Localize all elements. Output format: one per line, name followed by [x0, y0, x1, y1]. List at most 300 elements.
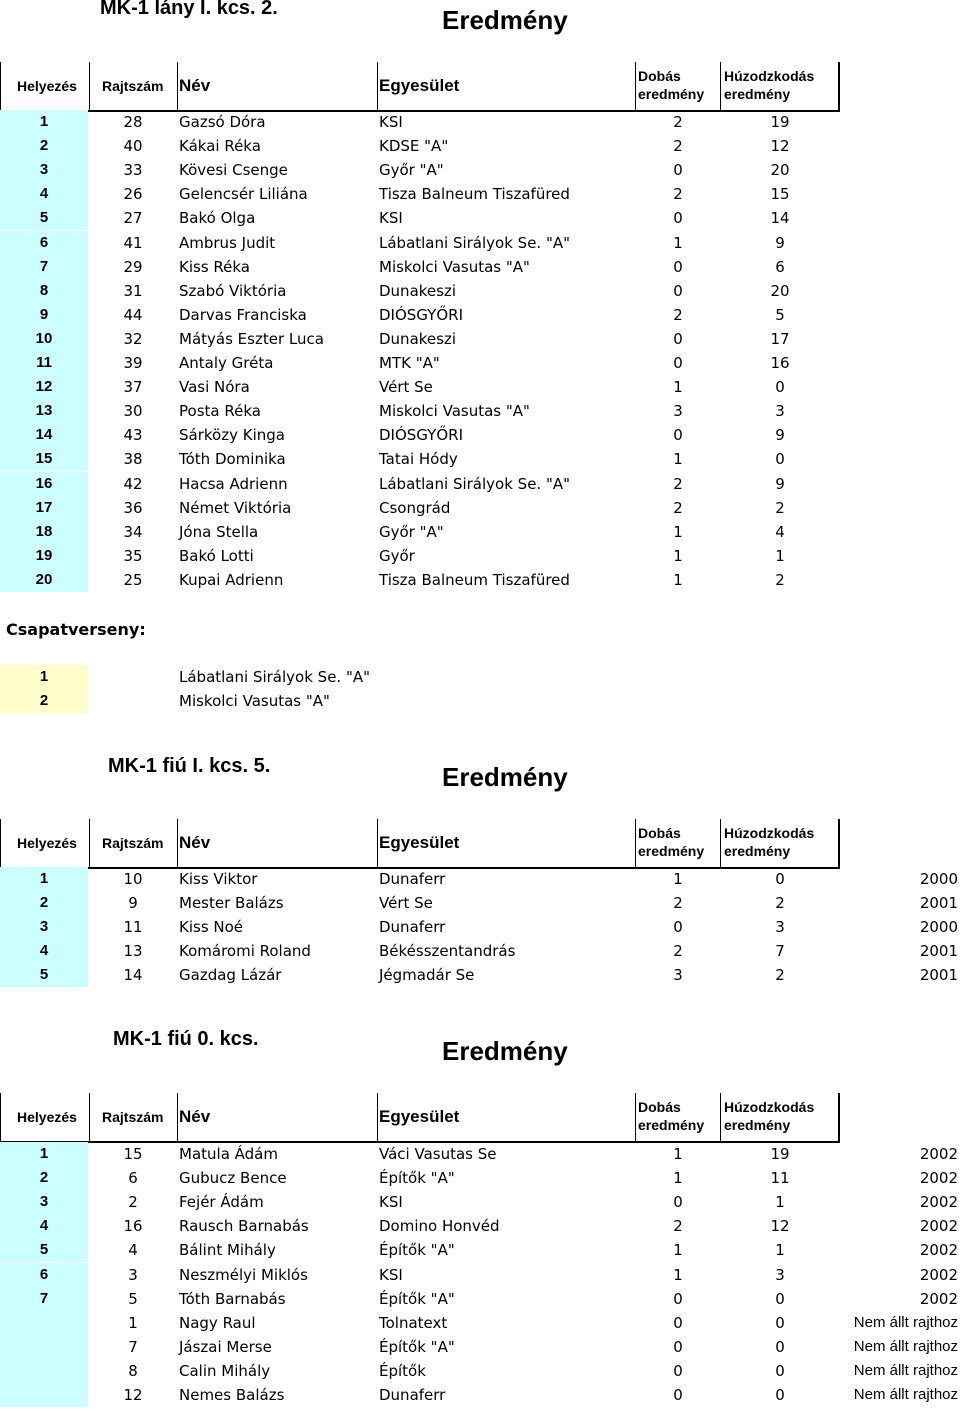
header-helyezes: Helyezés	[17, 835, 77, 851]
header-helyezes: Helyezés	[17, 78, 77, 94]
pullup-result-cell: 16	[770, 354, 790, 372]
section-title: MK-1 lány I. kcs. 2.	[100, 0, 278, 19]
throw-result-cell: 0	[673, 1289, 683, 1308]
header-nev: Név	[179, 76, 211, 95]
year-cell: 2000	[919, 918, 958, 937]
placement-cell: 2	[0, 891, 88, 915]
bib-number-cell: 16	[123, 1217, 143, 1236]
placement-cell: 5	[0, 206, 88, 230]
bib-number-cell: 40	[123, 137, 143, 156]
pullup-result-cell: 20	[770, 281, 790, 300]
placement-cell: 4	[0, 1214, 88, 1238]
team-row	[0, 665, 960, 689]
name-cell: Nagy Raul	[179, 1313, 256, 1332]
placement-cell: 13	[0, 399, 88, 423]
name-cell: Antaly Gréta	[179, 354, 274, 372]
bib-number-cell: 34	[123, 522, 143, 541]
bib-number-cell: 13	[123, 942, 143, 961]
throw-result-cell: 1	[673, 1241, 683, 1260]
placement-cell: 18	[0, 520, 88, 544]
club-cell: Tisza Balneum Tiszafüred	[379, 185, 570, 204]
placement-cell	[0, 1383, 88, 1407]
table-header	[0, 1093, 840, 1143]
header-helyezes: Helyezés	[17, 1109, 77, 1125]
name-cell: Rausch Barnabás	[179, 1217, 309, 1236]
placement-cell: 1	[0, 867, 88, 891]
name-cell: Hacsa Adrienn	[179, 474, 288, 493]
throw-result-cell: 2	[673, 113, 683, 131]
placement-cell: 3	[0, 915, 88, 939]
bib-number-cell: 28	[123, 113, 143, 131]
club-cell: Dunakeszi	[379, 329, 456, 348]
table-row	[0, 1263, 960, 1287]
year-cell: 2002	[919, 1265, 958, 1284]
table-row	[0, 1383, 960, 1407]
name-cell: Sárközy Kinga	[179, 426, 285, 445]
eredmeny-heading: Eredmény	[442, 1036, 568, 1066]
club-cell: DIÓSGYŐRI	[379, 426, 463, 445]
name-cell: Calin Mihály	[179, 1361, 271, 1380]
pullup-result-cell: 12	[770, 137, 790, 156]
name-cell: Jóna Stella	[179, 522, 259, 541]
year-cell: Nem állt rajthoz	[853, 1361, 958, 1379]
placement-cell	[0, 1311, 88, 1335]
year-cell: 2002	[919, 1241, 958, 1260]
header-huzodzkodas: Húzodzkodás eredmény	[724, 1099, 815, 1133]
club-cell: Építők "A"	[379, 1289, 455, 1308]
throw-result-cell: 1	[673, 1265, 683, 1284]
club-cell: Vért Se	[379, 894, 433, 913]
club-cell: Építők "A"	[379, 1169, 455, 1188]
throw-result-cell: 3	[673, 966, 683, 985]
pullup-result-cell: 15	[770, 185, 790, 204]
pullup-result-cell: 0	[775, 1289, 785, 1308]
bib-number-cell: 27	[123, 209, 143, 228]
header-rajtszam: Rajtszám	[102, 835, 164, 851]
name-cell: Gelencsér Liliána	[179, 185, 308, 204]
throw-result-cell: 0	[673, 329, 683, 348]
table-row	[0, 134, 960, 158]
placement-cell: 3	[0, 158, 88, 182]
throw-result-cell: 0	[673, 1386, 683, 1404]
pullup-result-cell: 17	[770, 329, 790, 348]
throw-result-cell: 1	[673, 522, 683, 541]
table-row	[0, 231, 960, 255]
throw-result-cell: 2	[673, 498, 683, 517]
club-cell: Építők "A"	[379, 1337, 455, 1356]
section-title: MK-1 fiú I. kcs. 5.	[108, 755, 271, 777]
name-cell: Bálint Mihály	[179, 1241, 276, 1260]
placement-cell: 6	[0, 231, 88, 255]
placement-cell: 5	[0, 1238, 88, 1262]
bib-number-cell: 12	[123, 1386, 143, 1404]
placement-cell	[0, 1359, 88, 1383]
throw-result-cell: 0	[673, 918, 683, 937]
placement-cell: 1	[0, 1142, 88, 1166]
placement-cell: 9	[0, 303, 88, 327]
table-row	[0, 568, 960, 592]
name-cell: Mátyás Eszter Luca	[179, 329, 324, 348]
eredmeny-heading: Eredmény	[442, 762, 568, 792]
name-cell: Kiss Noé	[179, 918, 244, 937]
placement-cell: 12	[0, 375, 88, 399]
club-cell: KSI	[379, 113, 403, 131]
throw-result-cell: 1	[673, 233, 683, 252]
year-cell: 2002	[919, 1289, 958, 1308]
header-dobas: Dobás eredmény	[638, 68, 705, 102]
table-header	[0, 819, 840, 869]
placement-cell: 3	[0, 1190, 88, 1214]
name-cell: Darvas Franciska	[179, 305, 307, 324]
name-cell: Tóth Barnabás	[179, 1289, 286, 1308]
team-placement-cell: 2	[0, 689, 88, 713]
throw-result-cell: 0	[673, 161, 683, 180]
club-cell: Dunaferr	[379, 1386, 446, 1404]
table-row	[0, 867, 960, 891]
year-cell: 2001	[919, 942, 958, 961]
club-cell: Lábatlani Sirályok Se. "A"	[379, 233, 571, 252]
name-cell: Bakó Olga	[179, 209, 256, 228]
team-club-cell: Miskolci Vasutas "A"	[179, 692, 330, 711]
pullup-result-cell: 0	[775, 1313, 785, 1332]
bib-number-cell: 42	[123, 474, 143, 493]
pullup-result-cell: 6	[775, 257, 785, 276]
bib-number-cell: 31	[123, 281, 143, 300]
bib-number-cell: 2	[128, 1193, 138, 1212]
pullup-result-cell: 3	[775, 1265, 785, 1284]
club-cell: Váci Vasutas Se	[379, 1145, 497, 1163]
throw-result-cell: 1	[673, 546, 683, 565]
table-row	[0, 279, 960, 303]
name-cell: Mester Balázs	[179, 894, 284, 913]
year-cell: Nem állt rajthoz	[853, 1337, 958, 1355]
pullup-result-cell: 11	[770, 1169, 790, 1188]
club-cell: Építők "A"	[379, 1241, 455, 1260]
table-row	[0, 110, 960, 134]
table-row	[0, 1335, 960, 1359]
team-row	[0, 689, 960, 713]
throw-result-cell: 2	[673, 1217, 683, 1236]
team-club-cell: Lábatlani Sirályok Se. "A"	[179, 668, 371, 686]
header-dobas: Dobás eredmény	[638, 825, 705, 859]
year-cell: 2002	[919, 1145, 958, 1163]
club-cell: Miskolci Vasutas "A"	[379, 402, 530, 421]
table-row	[0, 1311, 960, 1335]
name-cell: Jászai Merse	[179, 1337, 272, 1356]
club-cell: Miskolci Vasutas "A"	[379, 257, 530, 276]
header-huzodzkodas: Húzodzkodás eredmény	[724, 68, 815, 102]
placement-cell: 19	[0, 544, 88, 568]
placement-cell: 10	[0, 327, 88, 351]
team-placement-cell: 1	[0, 665, 88, 689]
table-row	[0, 544, 960, 568]
pullup-result-cell: 0	[775, 378, 785, 397]
table-header	[0, 62, 840, 112]
table-row	[0, 182, 960, 206]
placement-cell: 4	[0, 182, 88, 206]
name-cell: Kákai Réka	[179, 137, 261, 156]
year-cell: Nem állt rajthoz	[853, 1313, 958, 1331]
pullup-result-cell: 7	[775, 942, 785, 961]
club-cell: Dunaferr	[379, 870, 446, 888]
placement-cell: 16	[0, 472, 88, 496]
pullup-result-cell: 19	[770, 1145, 790, 1163]
placement-cell: 15	[0, 447, 88, 471]
pullup-result-cell: 9	[775, 474, 785, 493]
table-row	[0, 375, 960, 399]
pullup-result-cell: 2	[775, 498, 785, 517]
throw-result-cell: 2	[673, 474, 683, 493]
throw-result-cell: 1	[673, 1145, 683, 1163]
bib-number-cell: 4	[128, 1241, 138, 1260]
name-cell: Bakó Lotti	[179, 546, 254, 565]
club-cell: Győr "A"	[379, 161, 444, 180]
bib-number-cell: 43	[123, 426, 143, 445]
bib-number-cell: 14	[123, 966, 143, 985]
table-row	[0, 915, 960, 939]
table-row	[0, 399, 960, 423]
name-cell: Gazsó Dóra	[179, 113, 266, 131]
club-cell: Győr "A"	[379, 522, 444, 541]
name-cell: Kövesi Csenge	[179, 161, 288, 180]
throw-result-cell: 2	[673, 942, 683, 961]
header-egyesulet: Egyesület	[379, 76, 460, 95]
placement-cell: 2	[0, 1166, 88, 1190]
header-nev: Név	[179, 833, 211, 852]
club-cell: Lábatlani Sirályok Se. "A"	[379, 474, 571, 493]
bib-number-cell: 8	[128, 1361, 138, 1380]
pullup-result-cell: 3	[775, 918, 785, 937]
table-row	[0, 963, 960, 987]
name-cell: Vasi Nóra	[179, 378, 250, 397]
bib-number-cell: 29	[123, 257, 143, 276]
bib-number-cell: 35	[123, 546, 143, 565]
throw-result-cell: 0	[673, 1193, 683, 1212]
name-cell: Nemes Balázs	[179, 1386, 285, 1404]
placement-cell: 1	[0, 110, 88, 134]
table-row	[0, 447, 960, 471]
placement-cell: 4	[0, 939, 88, 963]
bib-number-cell: 5	[128, 1289, 138, 1308]
table-row	[0, 1142, 960, 1166]
header-egyesulet: Egyesület	[379, 833, 460, 852]
bib-number-cell: 36	[123, 498, 143, 517]
throw-result-cell: 1	[673, 570, 683, 589]
header-huzodzkodas: Húzodzkodás eredmény	[724, 825, 815, 859]
year-cell: 2002	[919, 1169, 958, 1188]
name-cell: Fejér Ádám	[179, 1193, 264, 1212]
bib-number-cell: 10	[123, 870, 143, 888]
name-cell: Ambrus Judit	[179, 233, 276, 252]
pullup-result-cell: 14	[770, 209, 790, 228]
throw-result-cell: 0	[673, 354, 683, 372]
table-row	[0, 1359, 960, 1383]
throw-result-cell: 0	[673, 1313, 683, 1332]
year-cell: 2001	[919, 894, 958, 913]
pullup-result-cell: 0	[775, 1386, 785, 1404]
throw-result-cell: 2	[673, 305, 683, 324]
throw-result-cell: 0	[673, 426, 683, 445]
placement-cell: 5	[0, 963, 88, 987]
bib-number-cell: 33	[123, 161, 143, 180]
throw-result-cell: 2	[673, 894, 683, 913]
bib-number-cell: 32	[123, 329, 143, 348]
bib-number-cell: 6	[128, 1169, 138, 1188]
table-row	[0, 1166, 960, 1190]
throw-result-cell: 2	[673, 137, 683, 156]
club-cell: KSI	[379, 1265, 403, 1284]
bib-number-cell: 9	[128, 894, 138, 913]
table-row	[0, 327, 960, 351]
pullup-result-cell: 3	[775, 402, 785, 421]
throw-result-cell: 1	[673, 378, 683, 397]
throw-result-cell: 2	[673, 185, 683, 204]
placement-cell: 6	[0, 1263, 88, 1287]
pullup-result-cell: 1	[775, 1193, 785, 1212]
eredmeny-heading: Eredmény	[442, 5, 568, 35]
pullup-result-cell: 12	[770, 1217, 790, 1236]
placement-cell: 17	[0, 496, 88, 520]
table-row	[0, 520, 960, 544]
placement-cell: 8	[0, 279, 88, 303]
throw-result-cell: 1	[673, 450, 683, 469]
club-cell: Tatai Hódy	[379, 450, 458, 469]
name-cell: Kupai Adrienn	[179, 570, 284, 589]
header-dobas: Dobás eredmény	[638, 1099, 705, 1133]
throw-result-cell: 0	[673, 257, 683, 276]
throw-result-cell: 3	[673, 402, 683, 421]
placement-cell: 7	[0, 1287, 88, 1311]
table-row	[0, 158, 960, 182]
pullup-result-cell: 0	[775, 1361, 785, 1380]
bib-number-cell: 11	[123, 918, 143, 937]
club-cell: Jégmadár Se	[379, 966, 475, 985]
club-cell: Dunakeszi	[379, 281, 456, 300]
name-cell: Szabó Viktória	[179, 281, 287, 300]
bib-number-cell: 37	[123, 378, 143, 397]
header-rajtszam: Rajtszám	[102, 1109, 164, 1125]
section-title: MK-1 fiú 0. kcs.	[113, 1028, 259, 1050]
header-nev: Név	[179, 1107, 211, 1126]
pullup-result-cell: 20	[770, 161, 790, 180]
pullup-result-cell: 2	[775, 894, 785, 913]
header-rajtszam: Rajtszám	[102, 78, 164, 94]
placement-cell: 14	[0, 423, 88, 447]
name-cell: Komáromi Roland	[179, 942, 311, 961]
bib-number-cell: 39	[123, 354, 143, 372]
pullup-result-cell: 9	[775, 426, 785, 445]
year-cell: 2001	[919, 966, 958, 985]
throw-result-cell: 0	[673, 1361, 683, 1380]
placement-cell	[0, 1335, 88, 1359]
header-egyesulet: Egyesület	[379, 1107, 460, 1126]
club-cell: KSI	[379, 1193, 403, 1212]
table-row	[0, 496, 960, 520]
bib-number-cell: 7	[128, 1337, 138, 1356]
placement-cell: 20	[0, 568, 88, 592]
pullup-result-cell: 9	[775, 233, 785, 252]
table-row	[0, 1190, 960, 1214]
bib-number-cell: 1	[128, 1313, 138, 1332]
name-cell: Tóth Dominika	[179, 450, 286, 469]
table-row	[0, 1238, 960, 1262]
table-row	[0, 351, 960, 375]
bib-number-cell: 30	[123, 402, 143, 421]
pullup-result-cell: 0	[775, 870, 785, 888]
club-cell: DIÓSGYŐRI	[379, 305, 463, 324]
team-competition-title: Csapatverseny:	[6, 620, 146, 639]
table-row	[0, 891, 960, 915]
club-cell: Békésszentandrás	[379, 942, 516, 961]
name-cell: Neszmélyi Miklós	[179, 1265, 308, 1284]
club-cell: MTK "A"	[379, 354, 440, 372]
bib-number-cell: 3	[128, 1265, 138, 1284]
table-row	[0, 1287, 960, 1311]
pullup-result-cell: 1	[775, 546, 785, 565]
table-row	[0, 472, 960, 496]
name-cell: Matula Ádám	[179, 1145, 278, 1163]
bib-number-cell: 25	[123, 570, 143, 589]
club-cell: Tisza Balneum Tiszafüred	[379, 570, 570, 589]
pullup-result-cell: 1	[775, 1241, 785, 1260]
throw-result-cell: 0	[673, 209, 683, 228]
year-cell: 2000	[919, 870, 958, 888]
pullup-result-cell: 0	[775, 1337, 785, 1356]
name-cell: Gubucz Bence	[179, 1169, 287, 1188]
name-cell: Német Viktória	[179, 498, 292, 517]
placement-cell: 7	[0, 255, 88, 279]
throw-result-cell: 1	[673, 1169, 683, 1188]
club-cell: KDSE "A"	[379, 137, 449, 156]
club-cell: Építők	[379, 1361, 426, 1380]
throw-result-cell: 1	[673, 870, 683, 888]
table-row	[0, 206, 960, 230]
club-cell: Dunaferr	[379, 918, 446, 937]
table-row	[0, 255, 960, 279]
year-cell: 2002	[919, 1193, 958, 1212]
club-cell: Győr	[379, 546, 415, 565]
table-row	[0, 1214, 960, 1238]
placement-cell: 11	[0, 351, 88, 375]
table-row	[0, 423, 960, 447]
throw-result-cell: 0	[673, 1337, 683, 1356]
name-cell: Kiss Viktor	[179, 870, 258, 888]
pullup-result-cell: 5	[775, 305, 785, 324]
pullup-result-cell: 2	[775, 570, 785, 589]
placement-cell: 2	[0, 134, 88, 158]
bib-number-cell: 44	[123, 305, 143, 324]
pullup-result-cell: 4	[775, 522, 785, 541]
name-cell: Kiss Réka	[179, 257, 250, 276]
name-cell: Gazdag Lázár	[179, 966, 282, 985]
bib-number-cell: 15	[123, 1145, 143, 1163]
pullup-result-cell: 19	[770, 113, 790, 131]
club-cell: Tolnatext	[379, 1313, 448, 1332]
club-cell: KSI	[379, 209, 403, 228]
pullup-result-cell: 0	[775, 450, 785, 469]
bib-number-cell: 41	[123, 233, 143, 252]
club-cell: Csongrád	[379, 498, 451, 517]
throw-result-cell: 0	[673, 281, 683, 300]
name-cell: Posta Réka	[179, 402, 261, 421]
table-row	[0, 303, 960, 327]
club-cell: Vért Se	[379, 378, 433, 397]
pullup-result-cell: 2	[775, 966, 785, 985]
bib-number-cell: 38	[123, 450, 143, 469]
club-cell: Domino Honvéd	[379, 1217, 500, 1236]
year-cell: 2002	[919, 1217, 958, 1236]
table-row	[0, 939, 960, 963]
